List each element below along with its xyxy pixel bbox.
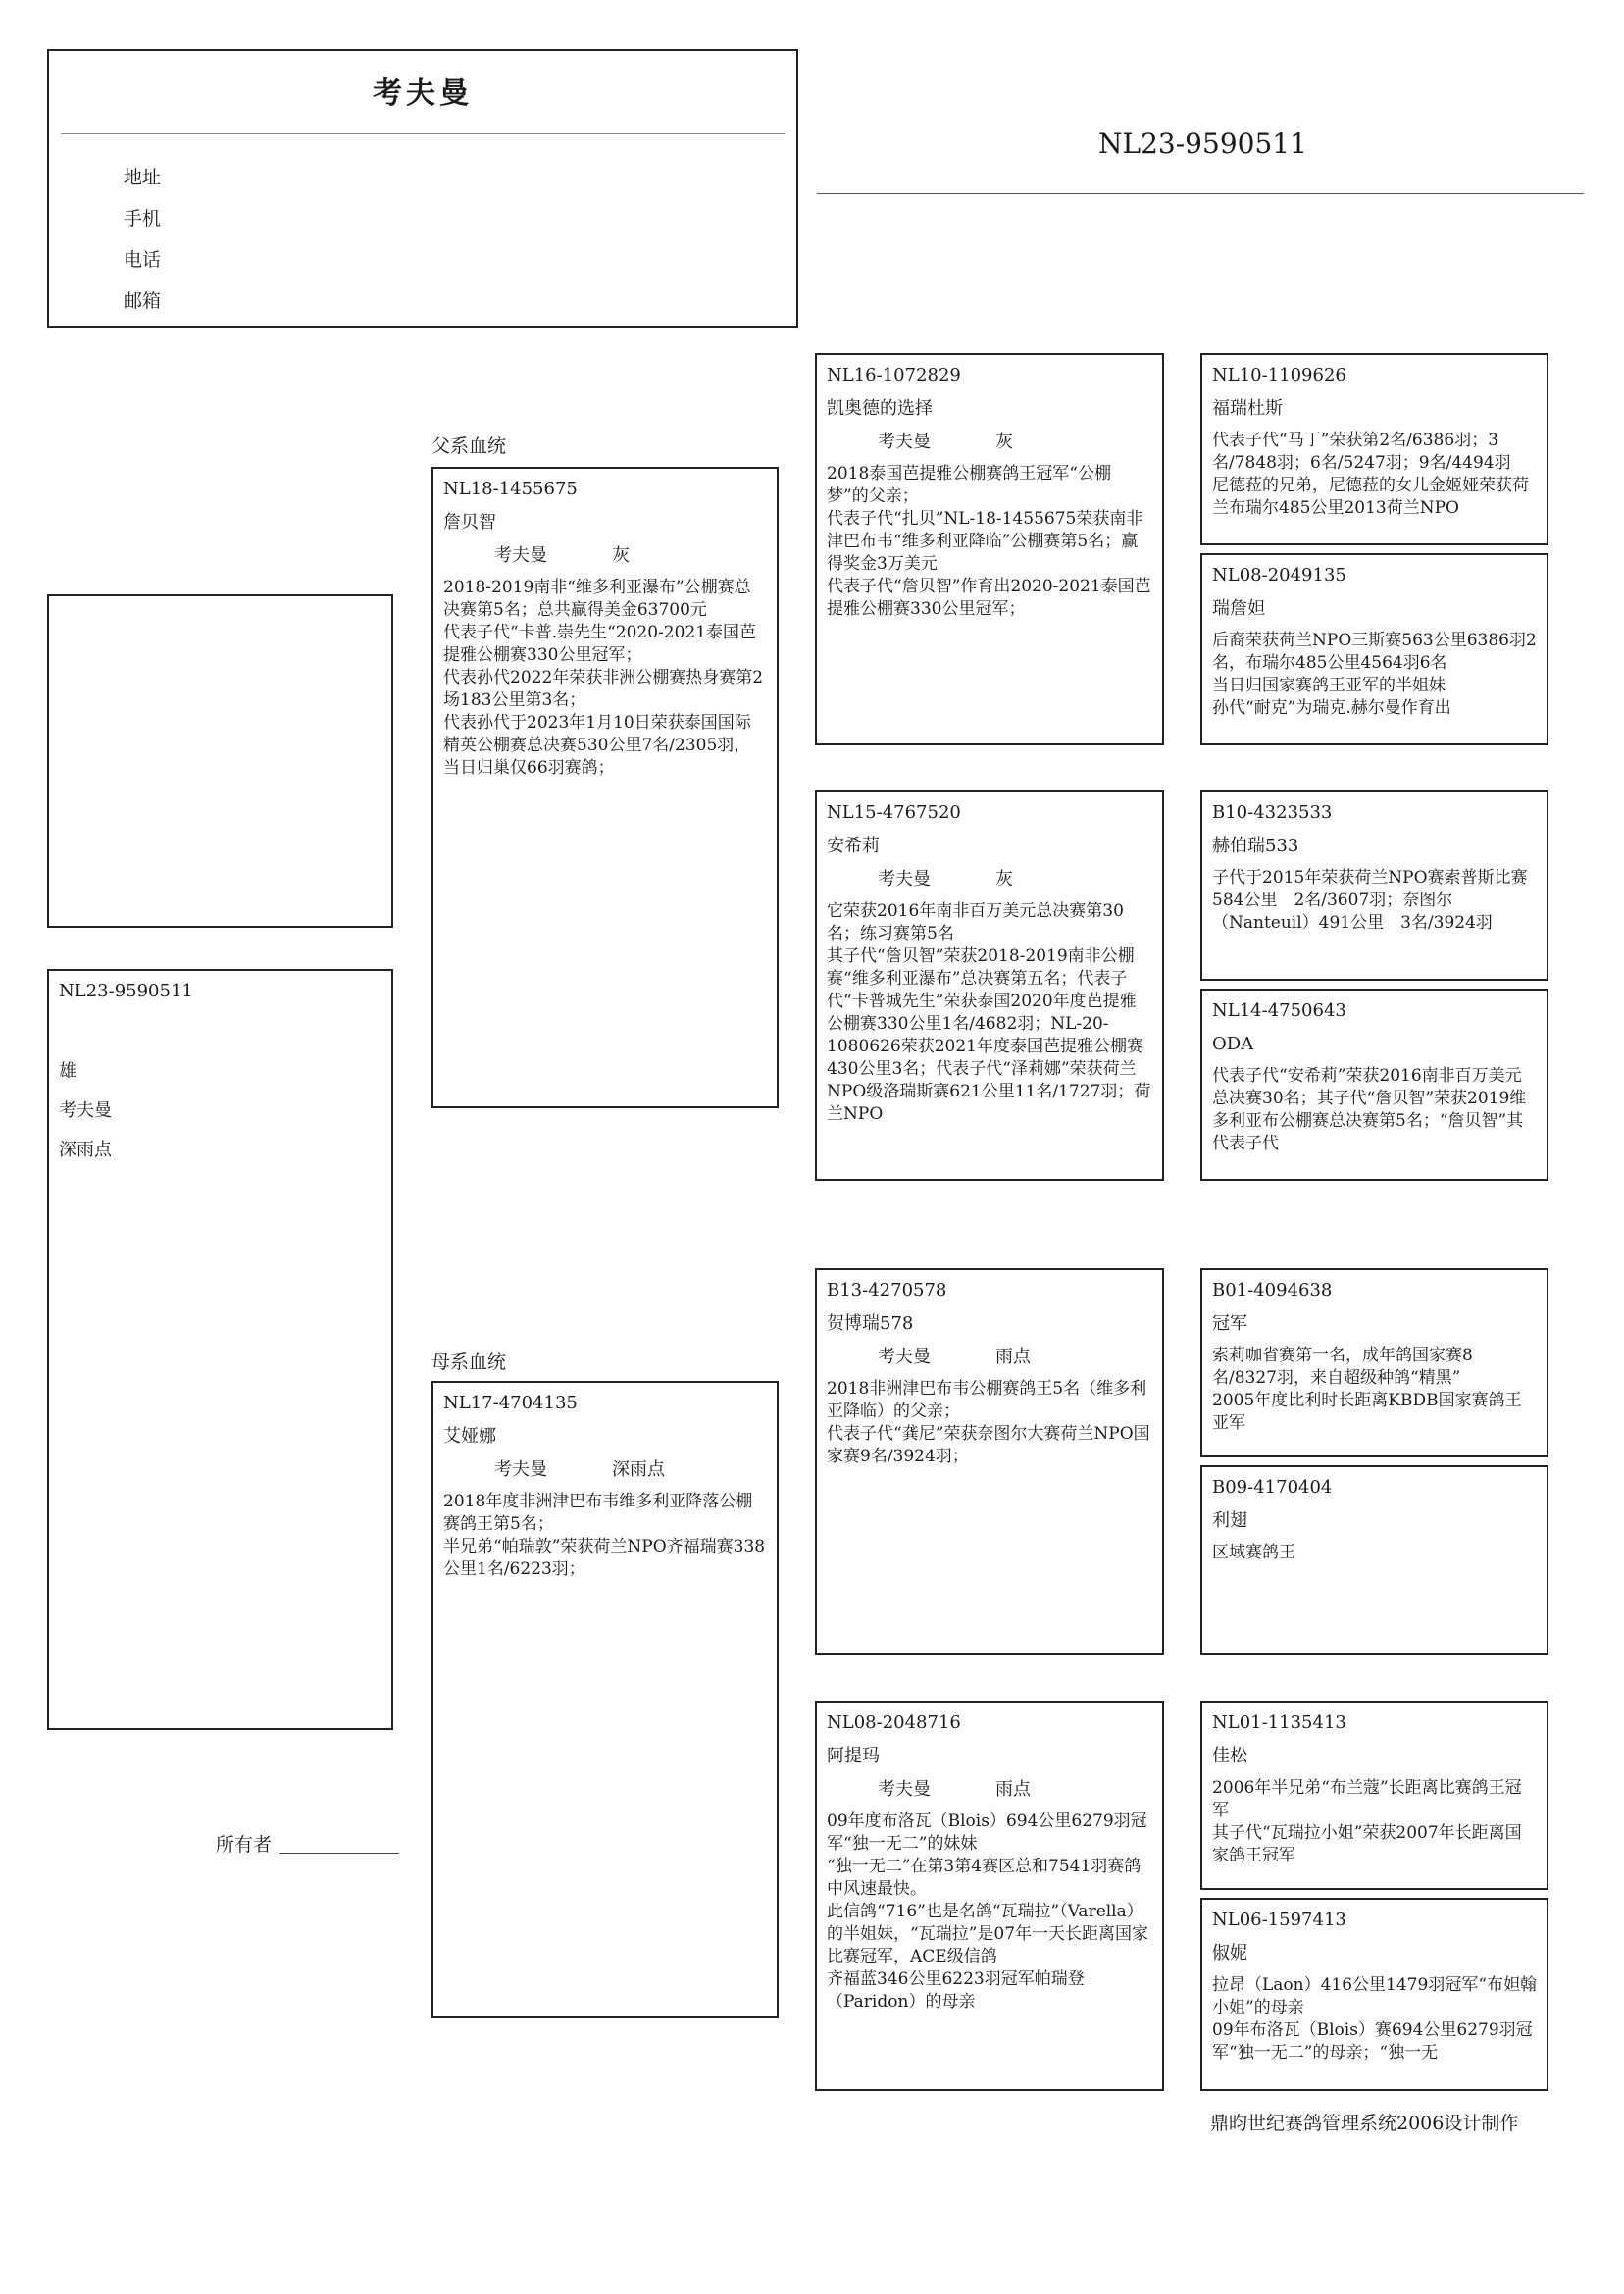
ds-desc: 2018非洲津巴布韦公棚赛鸽王5名（维多利亚降临）的父亲； 代表子代“龚尼”荣获奈图尔大赛荷兰NPO国家赛9名/3924羽； [827, 1379, 1150, 1466]
ssd-name: 瑞詹妲 [1212, 598, 1265, 619]
dss-desc: 索莉咖省赛第一名，成年鸽国家赛8名/8327羽，来自超级种鸽“精黑” 2005年度比利时长距离KBDB国家赛鸽王亚军 [1212, 1346, 1522, 1433]
dsd-desc: 区域赛鸽王 [1212, 1543, 1295, 1562]
sd-ring: NL15-4767520 [827, 802, 961, 823]
ssd-desc: 后裔荣获荷兰NPO三斯赛563公里6386羽2名，布瑞尔485公里4564羽6名 当日归国家赛鸽王亚军的半姐妹 孙代“耐克”为瑞克.赫尔曼作育出 [1212, 631, 1537, 718]
sire-ring: NL18-1455675 [443, 479, 578, 499]
header-divider [817, 193, 1584, 194]
ssd-ring: NL08-2049135 [1212, 565, 1346, 586]
ss-meta [827, 430, 1152, 455]
sire-desc: 2018-2019南非“维多利亚瀑布”公棚赛总决赛第5名；总共赢得美金63700元 代表子代“卡普.崇先生“2020-2021泰国芭提雅公棚赛330公里冠军； 代表孙代2022年荣获非洲公棚赛热身赛第2场183公里第3名； 代表孙代于2023年1月10日荣获泰国国际精英公棚赛总决赛530公里7名/2305羽，当日归巢仅66羽赛鸽； [443, 578, 764, 778]
sds-ring: B10-4323533 [1212, 802, 1333, 823]
ddd-ring: NL06-1597413 [1212, 1910, 1346, 1930]
sire-meta [443, 543, 767, 569]
subject-card [47, 969, 393, 1730]
subject-sex: 雄 [59, 1061, 76, 1082]
dds-desc: 2006年半兄弟“布兰蔻”长距离比赛鸽王冠军 其子代“瓦瑞拉小姐”荣获2007年长距离国家鸽王冠军 [1212, 1778, 1522, 1865]
dam-color: 深雨点 [612, 1459, 665, 1480]
ds-meta [827, 1345, 1152, 1370]
dam-card [431, 1381, 779, 2018]
dsd-ring: B09-4170404 [1212, 1477, 1333, 1498]
ddd-name: 俶妮 [1212, 1943, 1247, 1963]
sd-name: 安希莉 [827, 836, 880, 856]
owner-name: 考夫曼 [373, 76, 473, 111]
ds-breeder: 考夫曼 [878, 1347, 931, 1367]
sss-card [1200, 353, 1548, 545]
dd-breeder: 考夫曼 [878, 1779, 931, 1800]
sire-breeder: 考夫曼 [494, 545, 547, 566]
dss-ring: B01-4094638 [1212, 1280, 1333, 1300]
dam-line-label: 母系血统 [431, 1351, 507, 1373]
sdd-name: ODA [1212, 1034, 1254, 1054]
dss-card [1200, 1268, 1548, 1457]
ds-ring: B13-4270578 [827, 1280, 947, 1300]
dd-color: 雨点 [995, 1779, 1031, 1800]
sd-meta [827, 867, 1152, 892]
owner-field-mobile: 手机 [124, 208, 162, 229]
sd-desc: 它荣获2016年南非百万美元总决赛第30名；练习赛第5名 其子代“詹贝智”荣获2018-2019南非公棚赛“维多利亚瀑布”总决赛第五名；代表子代“卡普城先生”荣获泰国2020年度芭提雅公棚赛330公里1名/4682羽；NL-20-1080626荣获2021年度泰国芭提雅公棚赛430公里3名；代表子代“泽莉娜”荣获荷兰NPO级洛瑞斯赛621公里11名/1727羽；荷兰NPO [827, 901, 1151, 1124]
owner-signature-label: 所有者 [216, 1830, 399, 1857]
dam-desc: 2018年度非洲津巴布韦维多利亚降落公棚赛鸽王第5名； 半兄弟“帕瑞敦”荣获荷兰NPO齐福瑞赛338公里1名/6223羽； [443, 1492, 766, 1579]
dsd-card [1200, 1465, 1548, 1655]
dam-breeder: 考夫曼 [494, 1459, 547, 1480]
subject-ring: NL23-9590511 [59, 981, 193, 1001]
sss-desc: 代表子代“马丁”荣获第2名/6386羽；3名/7848羽；6名/5247羽；9名/4494羽 尼德菈的兄弟，尼德菈的女儿金姬娅荣获荷兰布瑞尔485公里2013荷兰NPO [1212, 431, 1529, 518]
owner-card [47, 49, 798, 328]
dsd-name: 利翅 [1212, 1510, 1247, 1531]
sdd-card [1200, 989, 1548, 1181]
sds-card [1200, 790, 1548, 981]
subject-color: 深雨点 [59, 1140, 112, 1160]
sire-color: 灰 [612, 545, 630, 566]
ssd-card [1200, 553, 1548, 745]
sire-card [431, 467, 779, 1108]
dam-ring: NL17-4704135 [443, 1393, 578, 1413]
dd-card [815, 1701, 1164, 2091]
ss-color: 灰 [995, 432, 1013, 452]
owner-signature-line [279, 1853, 399, 1854]
sd-color: 灰 [995, 869, 1013, 890]
ds-color: 雨点 [995, 1347, 1031, 1367]
dam-meta [443, 1457, 767, 1483]
sds-name: 赫伯瑞533 [1212, 836, 1299, 856]
photo-frame [47, 594, 393, 928]
dd-meta [827, 1777, 1152, 1803]
sd-breeder: 考夫曼 [878, 869, 931, 890]
sss-name: 福瑞杜斯 [1212, 398, 1283, 419]
sdd-desc: 代表子代“安希莉”荣获2016南非百万美元总决赛30名；其子代“詹贝智”荣获2019维多利亚布公棚赛总决赛第5名；“詹贝智”其代表子代 [1212, 1066, 1527, 1153]
ddd-card [1200, 1898, 1548, 2091]
ss-name: 凯奥德的选择 [827, 398, 933, 419]
sd-card [815, 790, 1164, 1181]
owner-field-phone: 电话 [124, 249, 162, 271]
dd-name: 阿提玛 [827, 1746, 880, 1766]
dd-desc: 09年度布洛瓦（Blois）694公里6279羽冠军“独一无二”的妹妹 “独一无二”在第3第4赛区总和7541羽赛鸽中风速最快。 此信鸽“716”也是名鸽“瓦瑞拉”（Varella）的半姐妹，“瓦瑞拉”是07年一天长距离国家比赛冠军，ACE级信鸽 齐福蓝346公里6223羽冠军帕瑞登（Paridon）的母亲 [827, 1811, 1149, 2012]
sire-line-label: 父系血统 [431, 435, 507, 457]
header-ring-number: NL23-9590511 [1098, 127, 1307, 160]
ds-card [815, 1268, 1164, 1655]
ddd-desc: 拉昂（Laon）416公里1479羽冠军“布妲翰小姐”的母亲 09年布洛瓦（Blois）赛694公里6279羽冠军“独一无二”的母亲；“独一无 [1212, 1975, 1538, 2063]
dss-name: 冠军 [1212, 1313, 1247, 1334]
sss-ring: NL10-1109626 [1212, 365, 1346, 385]
ds-name: 贺博瑞578 [827, 1313, 914, 1334]
sire-name: 詹贝智 [443, 512, 496, 533]
dds-card [1200, 1701, 1548, 1890]
dam-name: 艾娅娜 [443, 1426, 496, 1447]
ss-breeder: 考夫曼 [878, 432, 931, 452]
dds-name: 佳松 [1212, 1746, 1247, 1766]
sdd-ring: NL14-4750643 [1212, 1000, 1346, 1021]
ss-desc: 2018泰国芭提雅公棚赛鸽王冠军“公棚梦”的父亲； 代表子代“扎贝”NL-18-1455675荣获南非津巴布韦“维多利亚降临”公棚赛第5名；赢得奖金3万美元 代表子代“詹贝智”作育出2020-2021泰国芭提雅公棚赛330公里冠军； [827, 464, 1151, 619]
ss-card [815, 353, 1164, 745]
subject-breeder: 考夫曼 [59, 1100, 112, 1121]
dds-ring: NL01-1135413 [1212, 1712, 1346, 1733]
footer-credit: 鼎昀世纪赛鸽管理系统2006设计制作 [1210, 2113, 1519, 2134]
owner-field-email: 邮箱 [124, 290, 162, 312]
dd-ring: NL08-2048716 [827, 1712, 961, 1733]
ss-ring: NL16-1072829 [827, 365, 961, 385]
owner-field-address: 地址 [124, 167, 162, 188]
sds-desc: 子代于2015年荣获荷兰NPO赛索普斯比赛584公里 2名/3607羽；奈图尔（Nanteuil）491公里 3名/3924羽 [1212, 868, 1528, 933]
